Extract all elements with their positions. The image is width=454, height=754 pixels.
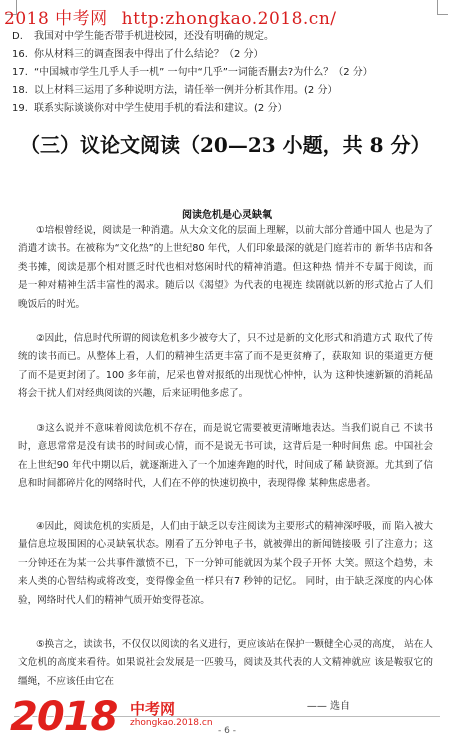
source-attribution: —— 选自 — [306, 701, 350, 712]
question-text: “中国城市学生几乎人手一机” 一句中“几乎”一词能否删去?为什么？（2 分） — [34, 67, 373, 78]
question-18 — [12, 84, 337, 98]
paragraph-4 — [18, 518, 433, 610]
watermark-url: http:zhongkao.2018.cn/ — [121, 9, 337, 29]
question-text: 你从材料三的调查图表中得出了什么结论？（2 分） — [34, 49, 264, 60]
question-text: 我国对中学生能否带手机进校园，还没有明确的规定。 — [34, 31, 274, 42]
paragraph-5 — [18, 636, 433, 691]
page-number: - 6 - — [218, 726, 236, 736]
brand-logo: 2018 — [10, 694, 118, 740]
paragraph-2 — [18, 330, 433, 404]
question-number: 17. — [12, 67, 28, 78]
brand-name: 中考网 — [130, 700, 176, 718]
brand-url: zhongkao.2018.cn — [130, 718, 213, 728]
question-number: 19. — [12, 103, 28, 114]
paragraph-text: ⑤换言之，读读书，不仅仅以阅读的名义进行，更应该站在保护一颗健全心灵的高度， 站在人文危机的高度来看待。如果说社会发展是一匹骏马，阅读及其代表的人文精神就应 该是鞍驭它的缰绳，不应该任由它在 — [18, 639, 433, 687]
paragraph-text: ②因此，信息时代所谓的阅读危机多少被夸大了，只不过是新的文化形式和消遣方式 取代了传统的读书而已。从整体上看，人们的精神生活更丰富了而不是更贫瘠了，获取知 识的渠道更方便了而不是更封闭了。100 多年前，尼采也曾对报纸的出现忧心忡忡，认为 这种快速新颖的消耗品将会干扰人们对经典阅读的兴趣，后来证明他多虑了。 — [18, 333, 433, 400]
question-19 — [12, 102, 287, 116]
question-text: 以上材料三运用了多种说明方法，请任举一例并分析其作用。(2 分） — [34, 85, 338, 96]
article-title: 阅读危机是心灵缺氧 — [182, 210, 272, 221]
question-d — [12, 30, 274, 44]
question-number: D. — [12, 31, 23, 42]
question-number: 18. — [12, 85, 28, 96]
paragraph-3 — [18, 420, 433, 494]
paragraph-text: ③这么说并不意味着阅读危机不存在，而是说它需要被更清晰地表达。当我们说自己 不读书时，意思常常是没有读书的时间或心情，而不是说无书可读，这背后是一种时间焦 虑。中国社会在上世纪90 年代中期以后，就逐渐进入了一个加速奔跑的时代，时间成了稀 缺资源。尤其到了信息和时间都碎片化的网络时代，人们在不停的快速切换中，表现得像 某种焦虑患者。 — [18, 423, 433, 490]
page-corner-mark — [437, 0, 448, 15]
paragraph-text: ④因此，阅读危机的实质是，人们由于缺乏以专注阅读为主要形式的精神深呼吸，而 陷入被大量信息垃圾围困的心灵缺氧状态。刚看了五分钟电子书，就被弹出的新闻链接吸 引了注意力；这一分钟还在为某一公共事件激愤不已，下一分钟可能就因为某个段子开怀 大笑。照这个趋势，未来人类的心智结构或将改变，变得像金鱼一样只有7 秒钟的记忆。 同时，由于缺乏深度的内心体验，网络时代人们的精神气质开始变得苍凉。 — [18, 521, 433, 606]
watermark-header — [4, 4, 337, 29]
watermark-left: 2018 中考网 — [4, 9, 108, 29]
question-16 — [12, 48, 264, 62]
question-text: 联系实际谈谈你对中学生使用手机的看法和建议。(2 分） — [34, 103, 288, 114]
question-17 — [12, 66, 373, 80]
paragraph-1 — [18, 222, 433, 314]
question-number: 16. — [12, 49, 28, 60]
section-title: （三）议论文阅读（20—23 小题，共 8 分） — [20, 133, 431, 157]
paragraph-text: ①培根曾经说，阅读是一种消遣。从大众文化的层面上理解，以前大部分普通中国人 也是为了消遣才读书。在被称为“文化热”的上世纪80 年代，人们印象最深的就是门庭若市的 新华书店和各类书摊，阅读是那个相对匮乏时代也相对悠闲时代的精神消遣。但这种热 情并不专属于阅读，而是一种对精神生活丰富性的渴求。随后以《渴望》为代表的电视连 续剧就以新的形式抢占了人们晚饭后的时光。 — [18, 225, 433, 310]
